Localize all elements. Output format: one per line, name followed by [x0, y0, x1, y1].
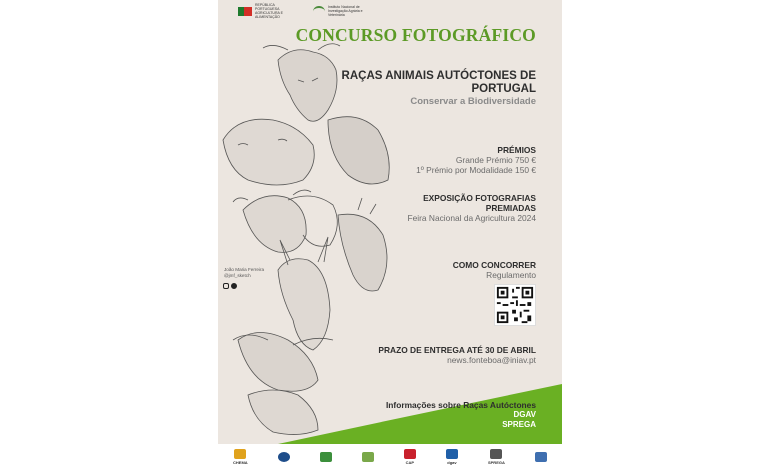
info-block — [386, 400, 536, 430]
iniav-arc-icon — [313, 6, 325, 17]
instagram-icon[interactable] — [223, 283, 229, 289]
exhibition-heading-line1: EXPOSIÇÃO FOTOGRAFIAS — [423, 193, 536, 203]
prizes-heading: PRÉMIOS — [497, 145, 536, 155]
republic-logo-text: REPÚBLICA PORTUGUESA — [255, 3, 280, 11]
artist-name: João Maria Ferreira — [224, 267, 265, 272]
theme-block — [342, 70, 536, 107]
regulation-link[interactable]: Regulamento — [486, 270, 536, 280]
theme-subtitle: Conservar a Biodiversidade — [410, 96, 536, 107]
republic-logo — [238, 3, 299, 19]
artist-handle: @jmf_sketch — [224, 273, 251, 278]
info-heading: Informações sobre Raças Autóctones — [385, 400, 536, 410]
partner-logo: SPREGA — [488, 449, 505, 465]
partner-logo — [320, 452, 332, 463]
republic-logo-sub: AGRICULTURA E ALIMENTAÇÃO — [255, 11, 283, 19]
prize-grand: Grande Prémio 750 € — [455, 155, 536, 165]
partner-mark-icon — [320, 452, 332, 462]
how-to-block — [453, 260, 536, 280]
social-icons — [223, 283, 237, 289]
facebook-icon[interactable] — [231, 283, 237, 289]
partner-logo — [535, 452, 547, 463]
contact-email[interactable]: news.fonteboa@iniav.pt — [447, 355, 536, 365]
header-logos — [238, 2, 374, 20]
partner-logo: dgav — [446, 449, 458, 465]
iniav-logo — [313, 5, 374, 17]
exhibition-heading-line2: PREMIADAS — [485, 203, 536, 213]
qr-code-icon — [495, 285, 535, 325]
exhibition-block — [408, 193, 537, 223]
partner-logo: CAP — [404, 449, 416, 465]
deadline-text: PRAZO DE ENTREGA ATÉ 30 DE ABRIL — [378, 345, 536, 355]
partner-mark-icon — [446, 449, 458, 459]
page-title: CONCURSO FOTOGRÁFICO — [295, 25, 536, 45]
partner-logo: CHEMA — [233, 449, 248, 465]
partner-logo — [278, 452, 290, 463]
partner-mark-icon — [404, 449, 416, 459]
partner-logos — [218, 444, 562, 470]
exhibition-place: Feira Nacional da Agricultura 2024 — [407, 213, 536, 223]
partner-mark-icon — [535, 452, 547, 462]
partner-logo — [362, 452, 374, 463]
partner-mark-icon — [234, 449, 246, 459]
partner-mark-icon — [490, 449, 502, 459]
theme-heading-line1: RAÇAS ANIMAIS AUTÓCTONES DE — [341, 70, 536, 82]
qr-code[interactable] — [494, 284, 536, 326]
flag-icon — [238, 7, 252, 16]
theme-heading-line2: PORTUGAL — [471, 83, 536, 95]
info-org-dgav[interactable]: DGAV — [513, 410, 536, 419]
iniav-logo-text: Instituto Nacional de Investigação Agrária e Veterinária — [328, 5, 363, 17]
partner-mark-icon — [278, 452, 290, 462]
prize-first: 1º Prémio por Modalidade 150 € — [416, 165, 536, 175]
info-org-sprega[interactable]: SPREGA — [502, 420, 536, 429]
how-to-heading: COMO CONCORRER — [452, 260, 536, 270]
prizes-block — [416, 145, 536, 175]
partner-mark-icon — [362, 452, 374, 462]
artist-credit — [224, 267, 264, 279]
deadline-block — [378, 345, 536, 365]
poster — [218, 0, 562, 444]
